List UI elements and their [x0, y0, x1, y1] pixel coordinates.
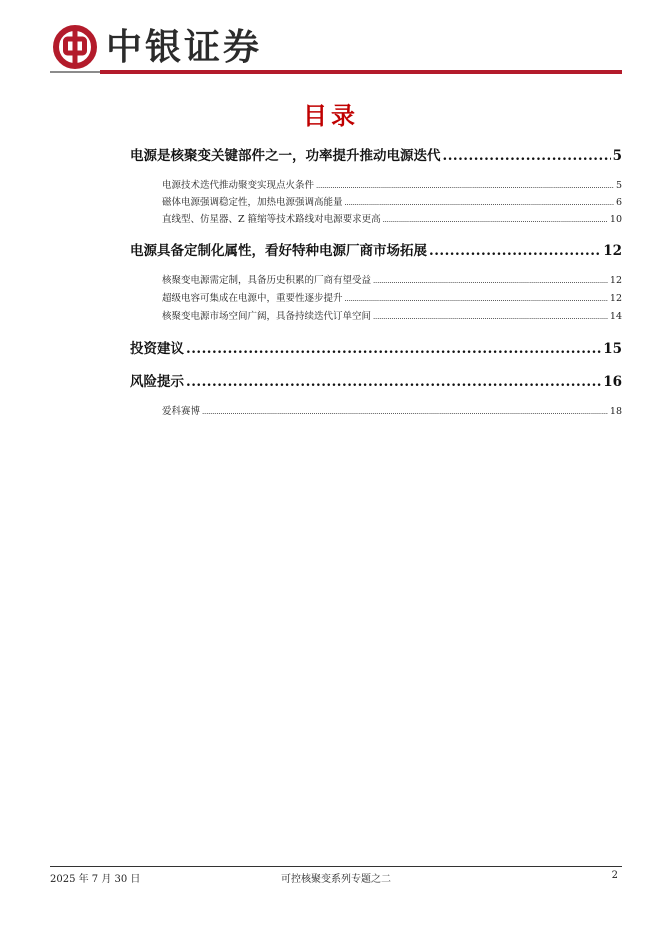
toc-entry[interactable]: [130, 239, 622, 259]
bank-of-china-logo-icon: [52, 24, 98, 70]
toc-leader-dots: [202, 408, 608, 416]
toc-entry-text: 直线型、仿星器、Z 箍缩等技术路线对电源要求更高: [162, 214, 381, 225]
toc-entry-text: 核聚变电源需定制，具备历史积累的厂商有望受益: [162, 275, 372, 286]
toc-entry[interactable]: [162, 194, 622, 208]
toc-entry[interactable]: [162, 290, 622, 304]
toc-leader-dots: [186, 374, 601, 390]
footer-page-number: 2: [611, 870, 618, 881]
toc-entry-page: 5: [615, 180, 622, 191]
toc-entry-page: 12: [603, 243, 622, 259]
toc-entry-page: 15: [603, 341, 622, 357]
toc-entry-page: 18: [609, 406, 622, 417]
toc-entry-text: 电源是核聚变关键部件之一，功率提升推动电源迭代: [130, 148, 441, 164]
toc-leader-dots: [443, 148, 611, 164]
toc-entry-page: 12: [609, 275, 622, 286]
toc-entry-text: 磁体电源强调稳定性，加热电源强调高能量: [162, 197, 343, 208]
toc-entry-text: 风险提示: [130, 374, 184, 390]
toc-entry[interactable]: [162, 403, 622, 417]
toc-leader-dots: [383, 216, 608, 224]
toc-entry-page: 10: [609, 214, 622, 225]
footer-series-title: 可控核聚变系列专题之二: [281, 874, 391, 885]
toc-entry-text: 电源技术迭代推动聚变实现点火条件: [162, 180, 315, 191]
toc-entry-text: 爱科赛博: [162, 406, 201, 417]
toc-entry-text: 核聚变电源市场空间广阔，具备持续迭代订单空间: [162, 311, 372, 322]
toc-entry[interactable]: [162, 272, 622, 286]
toc-entry-page: 14: [609, 311, 622, 322]
toc-leader-dots: [373, 277, 608, 285]
toc-entry-page: 16: [603, 374, 622, 390]
toc-entry-page: 6: [615, 197, 622, 208]
footer-date: 2025 年 7 月 30 日: [50, 874, 141, 885]
toc-entry-text: 电源具备定制化属性，看好特种电源厂商市场拓展: [130, 243, 427, 259]
toc-leader-dots: [186, 341, 601, 357]
footer-divider: [50, 866, 622, 867]
toc-entry-text: 投资建议: [130, 341, 184, 357]
toc-entry-page: 5: [612, 148, 622, 164]
toc-entry[interactable]: [130, 370, 622, 390]
toc-entry[interactable]: [130, 144, 622, 164]
toc-leader-dots: [429, 243, 601, 259]
toc-entry[interactable]: [162, 308, 622, 322]
toc-leader-dots: [345, 199, 614, 207]
toc-leader-dots: [373, 313, 608, 321]
toc-leader-dots: [345, 295, 608, 303]
toc-leader-dots: [316, 182, 614, 190]
brand-name: 中银证券: [106, 26, 263, 68]
report-header: [50, 18, 622, 78]
toc-title: 目录: [303, 101, 359, 130]
toc-entry[interactable]: [130, 337, 622, 357]
toc-entry-page: 12: [609, 293, 622, 304]
header-divider-red: [100, 70, 622, 74]
toc-entry[interactable]: [162, 211, 622, 225]
toc-entry[interactable]: [162, 177, 622, 191]
toc-entry-text: 超级电容可集成在电源中，重要性逐步提升: [162, 293, 343, 304]
